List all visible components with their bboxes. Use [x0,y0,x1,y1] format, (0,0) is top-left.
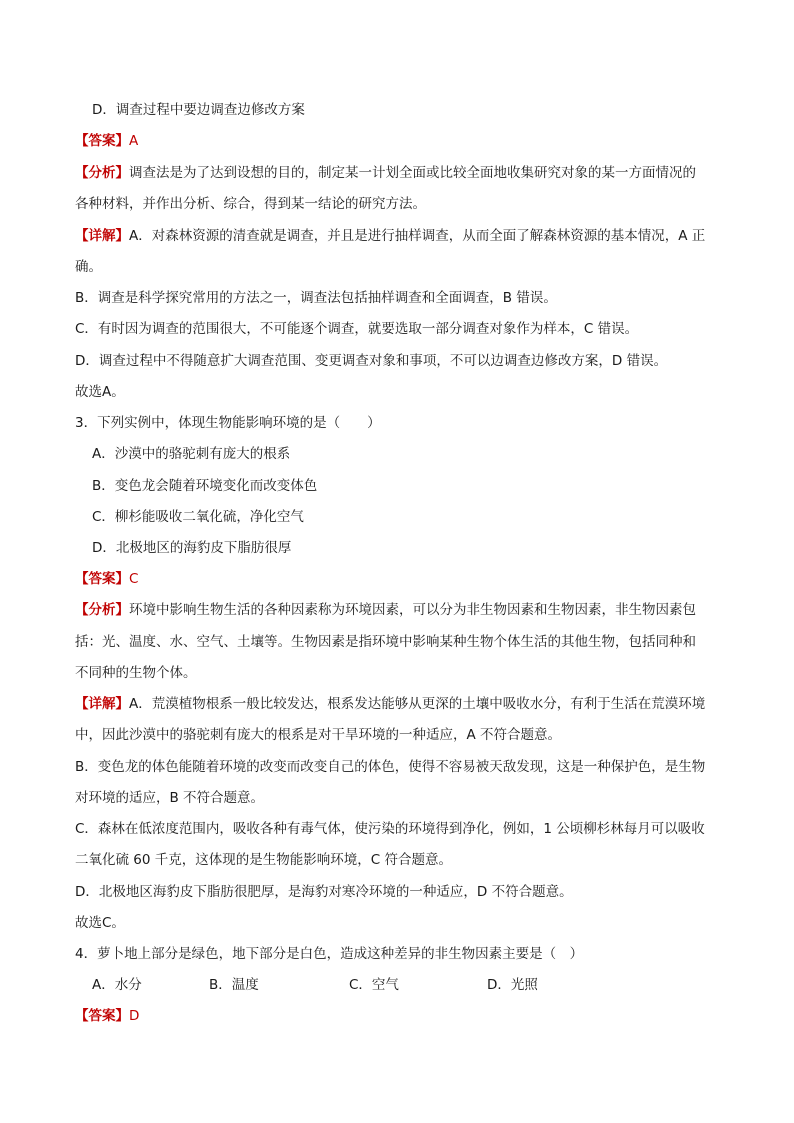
detail-line-1 [75,227,705,245]
answer-value: D [129,1008,140,1024]
q3-detail-line-3: B．变色龙的体色能随着环境的改变而改变自己的体色，使得不容易被天敌发现，这是一种保护色，是生物 [75,759,706,775]
analysis-line-1 [75,164,696,182]
q3-analysis-line-3: 不同种的生物个体。 [75,665,197,681]
q3-detail-line-4: 对环境的适应，B 不符合题意。 [75,790,265,806]
q3-choose-line: 故选C。 [75,915,125,931]
q4-option-d: D．光照 [487,977,538,993]
detail-line-2: 确。 [75,259,102,275]
detail-tag: 【详解】 [75,696,129,712]
analysis-tag: 【分析】 [75,165,129,181]
answer-value: A [129,133,139,149]
detail-line-4: C．有时因为调查的范围很大，不可能逐个调查，就要选取一部分调查对象作为样本，C 错误。 [75,321,639,337]
q4-option-b: B．温度 [209,977,259,993]
q3-detail-line-1 [75,695,705,713]
q3-detail-line-5: C．森林在低浓度范围内，吸收各种有毒气体，使污染的环境得到净化，例如，1 公顷柳杉林每月可以吸收 [75,821,705,837]
detail-tag: 【详解】 [75,228,129,244]
q3-answer-line [75,570,138,588]
q3-analysis-line-2: 括：光、温度、水、空气、土壤等。生物因素是指环境中影响某种生物个体生活的其他生物，包括同种和 [75,634,696,650]
q3-option-a: A．沙漠中的骆驼刺有庞大的根系 [92,446,291,462]
q3-option-b: B．变色龙会随着环境变化而改变体色 [92,478,318,494]
detail-text: A．荒漠植物根系一般比较发达，根系发达能够从更深的土壤中吸收水分，有利于生活在荒漠环境 [129,696,706,712]
analysis-line-2: 各种材料，并作出分析、综合，得到某一结论的研究方法。 [75,196,426,212]
question-4-stem: 4．萝卜地上部分是绿色，地下部分是白色，造成这种差异的非生物因素主要是（ ） [75,946,584,962]
q4-option-a: A．水分 [92,977,142,993]
answer-tag: 【答案】 [75,571,129,587]
detail-text: A．对森林资源的清查就是调查，并且是进行抽样调查，从而全面了解森林资源的基本情况，A 正 [129,228,706,244]
option-d: D．调查过程中要边调查边修改方案 [92,102,305,118]
answer-tag: 【答案】 [75,1008,129,1024]
q3-analysis-line-1 [75,601,696,619]
q3-option-d: D．北极地区的海豹皮下脂肪很厚 [92,540,292,556]
q3-detail-line-2: 中，因此沙漠中的骆驼刺有庞大的根系是对干旱环境的一种适应，A 不符合题意。 [75,727,562,743]
analysis-text: 环境中影响生物生活的各种因素称为环境因素，可以分为非生物因素和生物因素，非生物因素包 [129,602,696,618]
analysis-text: 调查法是为了达到设想的目的，制定某一计划全面或比较全面地收集研究对象的某一方面情况的 [129,165,696,181]
detail-line-5: D．调查过程中不得随意扩大调查范围、变更调查对象和事项，不可以边调查边修改方案，D 错误。 [75,353,668,369]
answer-value: C [129,571,139,587]
analysis-tag: 【分析】 [75,602,129,618]
detail-line-3: B．调查是科学探究常用的方法之一，调查法包括抽样调查和全面调查，B 错误。 [75,290,557,306]
answer-line [75,132,138,150]
q3-option-c: C．柳杉能吸收二氧化硫，净化空气 [92,509,304,525]
q4-option-c: C．空气 [349,977,399,993]
choose-line: 故选A。 [75,384,125,400]
q3-detail-line-7: D．北极地区海豹皮下脂肪很肥厚，是海豹对寒冷环境的一种适应，D 不符合题意。 [75,884,573,900]
question-3-stem: 3．下列实例中，体现生物能影响环境的是（ ） [75,415,381,431]
q3-detail-line-6: 二氧化硫 60 千克，这体现的是生物能影响环境，C 符合题意。 [75,852,452,868]
q4-answer-line [75,1007,139,1025]
answer-tag: 【答案】 [75,133,129,149]
